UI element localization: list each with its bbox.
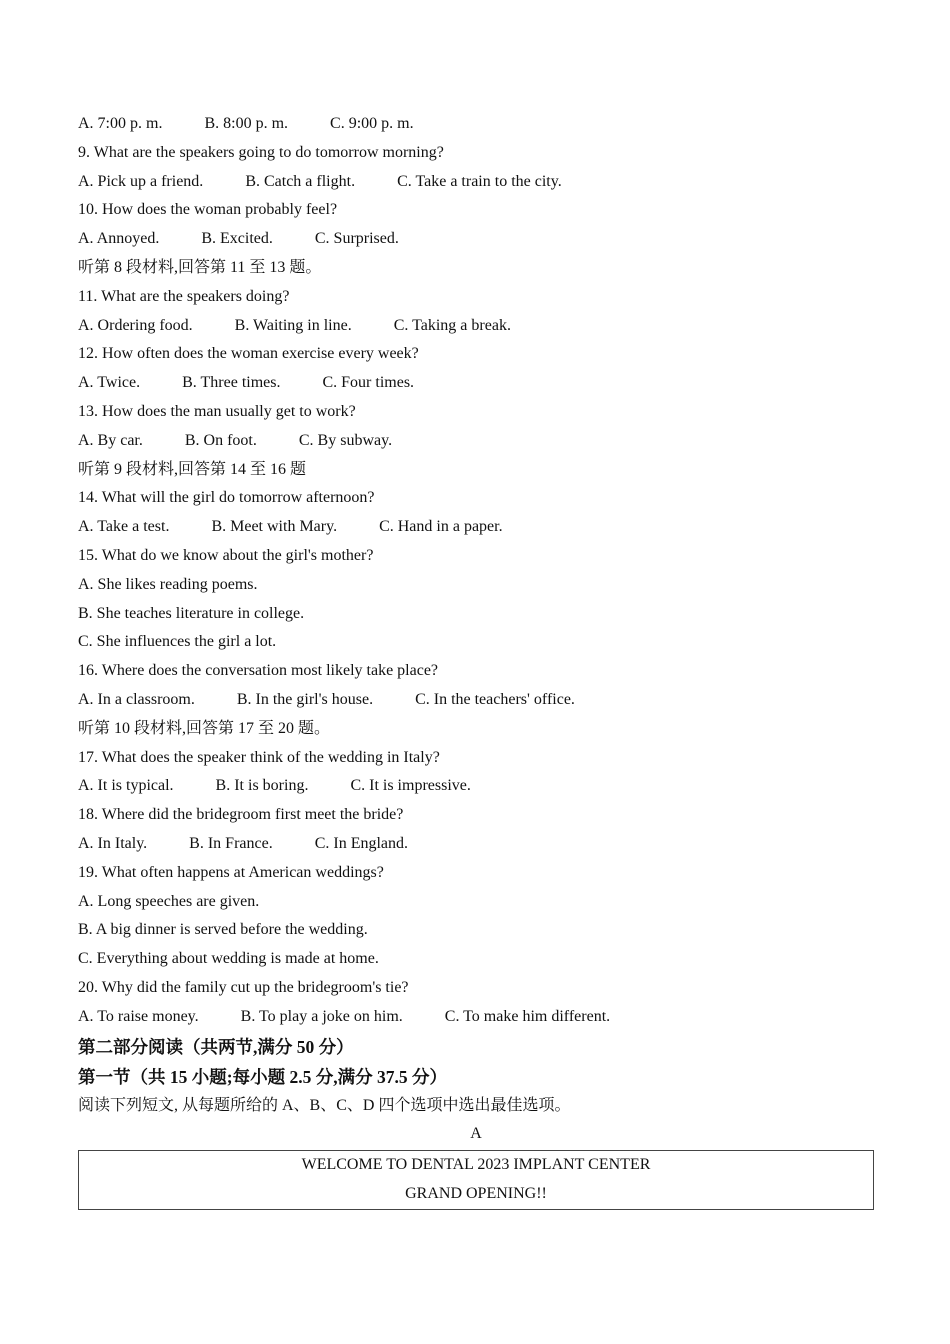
text-line: 15. What do we know about the girl's mother? [78,546,374,564]
listening-questions [78,110,878,1032]
answer-option: C. It is impressive. [350,777,471,795]
text-line: 11. What are the speakers doing? [78,287,290,305]
text-line: B. A big dinner is served before the wedding. [78,921,368,939]
answer-options-row [78,168,878,197]
answer-option: B. Excited. [201,230,273,248]
answer-option: B. 8:00 p. m. [204,115,289,132]
text-line: 听第 8 段材料,回答第 11 至 13 题。 [78,258,322,276]
text-line: 18. Where did the bridegroom first meet the bride? [78,806,404,824]
page-content [78,110,878,1210]
advertisement-box [78,1150,874,1210]
answer-option: C. 9:00 p. m. [330,115,414,132]
text-line: A. Long speeches are given. [78,892,260,910]
answer-option: B. Catch a flight. [245,172,356,190]
answer-option: A. Ordering food. [78,316,193,334]
answer-option: A. Annoyed. [78,230,160,248]
answer-option: A. In a classroom. [78,690,195,708]
text-line: 9. What are the speakers going to do tomorrow morning? [78,143,444,161]
answer-option: B. On foot. [184,431,257,449]
answer-option: C. Taking a break. [393,316,511,334]
text-line: 听第 10 段材料,回答第 17 至 20 题。 [78,719,331,737]
text-line: 16. Where does the conversation most likely take place? [78,662,439,680]
answer-options-row [78,686,878,715]
answer-option: A. To raise money. [78,1007,199,1025]
answer-option: C. In England. [314,834,409,852]
answer-options-row [78,830,878,859]
answer-option: C. Four times. [322,374,415,392]
text-line: C. Everything about wedding is made at home. [78,950,379,968]
answer-option: A. By car. [78,431,143,449]
answer-option: A. Twice. [78,374,141,392]
answer-options-row [78,312,878,341]
passage-letter: A [470,1125,482,1143]
text-line: C. She influences the girl a lot. [78,633,277,651]
answer-option: A. 7:00 p. m. [78,115,163,132]
answer-option: A. In Italy. [78,834,148,852]
answer-option: B. Waiting in line. [234,316,352,334]
text-line: B. She teaches literature in college. [78,604,305,622]
answer-option: C. Take a train to the city. [397,172,562,190]
answer-option: C. Hand in a paper. [379,518,503,536]
answer-option: B. To play a joke on him. [240,1007,403,1025]
text-line: 听第 9 段材料,回答第 14 至 16 题 [78,460,307,478]
text-line: A. She likes reading poems. [78,575,258,593]
text-line: 12. How often does the woman exercise every week? [78,345,419,363]
text-line: 10. How does the woman probably feel? [78,201,338,219]
answer-options-row [78,369,878,398]
reading-instruction: 阅读下列短文, 从每题所给的 A、B、C、D 四个选项中选出最佳选项。 [78,1096,571,1114]
answer-option: A. It is typical. [78,777,174,795]
answer-option: B. In the girl's house. [236,690,374,708]
answer-option: C. By subway. [298,431,393,449]
answer-option: B. Three times. [182,374,281,392]
answer-option: A. Take a test. [78,518,170,536]
answer-option: C. In the teachers' office. [415,690,575,708]
answer-option: A. Pick up a friend. [78,172,204,190]
text-line: 14. What will the girl do tomorrow afternoon? [78,489,375,507]
text-line: 20. Why did the family cut up the bridegroom's tie? [78,978,409,996]
answer-options-row [78,1003,878,1032]
answer-option: B. Meet with Mary. [211,518,338,536]
answer-options-row [78,772,878,801]
answer-option: B. In France. [189,834,273,852]
answer-options-row [78,513,878,542]
part2-heading: 第二部分阅读（共两节,满分 50 分） [78,1036,354,1057]
answer-option: B. It is boring. [215,777,309,795]
section1-heading: 第一节（共 15 小题;每小题 2.5 分,满分 37.5 分） [78,1066,447,1087]
text-line: 13. How does the man usually get to work? [78,402,356,420]
answer-option: C. To make him different. [444,1007,611,1025]
ad-subtitle: GRAND OPENING!! [405,1185,547,1203]
answer-option: C. Surprised. [314,230,399,248]
answer-options-row [78,225,878,254]
text-line: 19. What often happens at American weddings? [78,863,384,881]
answer-options-row [78,427,878,456]
text-line: 17. What does the speaker think of the wedding in Italy? [78,748,440,766]
answer-options-row [78,110,878,139]
ad-title: WELCOME TO DENTAL 2023 IMPLANT CENTER [301,1156,651,1174]
